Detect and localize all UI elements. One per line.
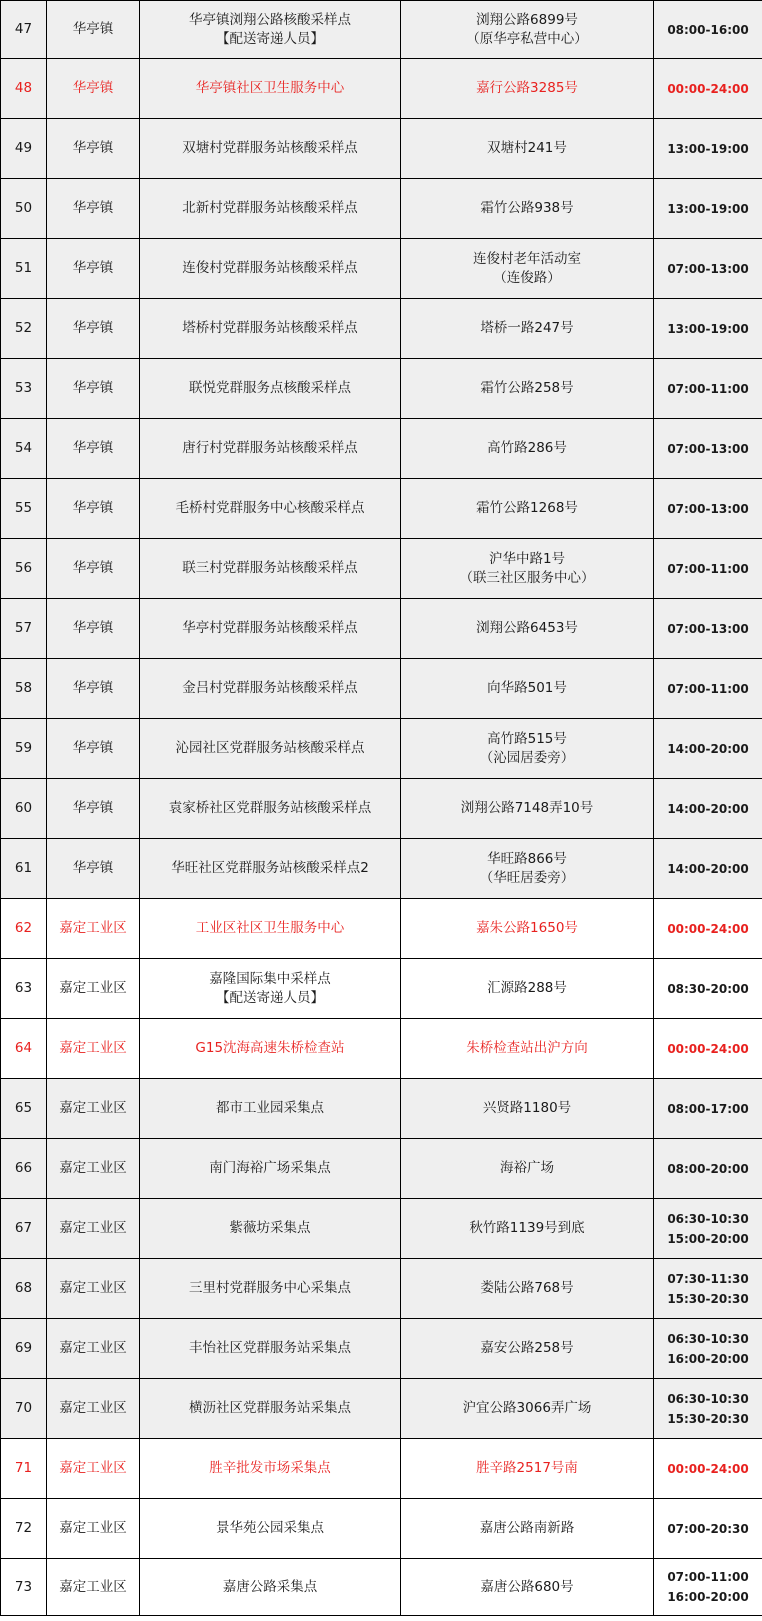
row-number-cell: 59 xyxy=(1,719,47,779)
address-cell xyxy=(401,359,654,419)
cell-line: 工业区社区卫生服务中心 xyxy=(195,920,345,936)
address-cell xyxy=(401,1439,654,1499)
cell-line: 07:00-11:00 xyxy=(667,381,749,396)
town-cell: 嘉定工业区 xyxy=(47,1019,140,1079)
table-row xyxy=(1,359,762,419)
cell-line: 15:00-20:00 xyxy=(667,1231,749,1246)
hours-cell xyxy=(654,959,762,1019)
hours-cell xyxy=(654,419,762,479)
table-row xyxy=(1,299,762,359)
town-cell: 嘉定工业区 xyxy=(47,899,140,959)
hours-cell xyxy=(654,1559,762,1616)
cell-line: 联三村党群服务站核酸采样点 xyxy=(182,560,358,576)
table-row xyxy=(1,1,762,59)
row-number-cell: 58 xyxy=(1,659,47,719)
town-cell: 嘉定工业区 xyxy=(47,959,140,1019)
cell-line: 霜竹公路258号 xyxy=(480,380,574,396)
address-cell xyxy=(401,839,654,899)
row-number-cell: 47 xyxy=(1,1,47,59)
hours-cell xyxy=(654,1439,762,1499)
site-name-cell xyxy=(140,239,401,299)
cell-line: 15:30-20:30 xyxy=(667,1411,749,1426)
row-number-cell: 66 xyxy=(1,1139,47,1199)
cell-line: 袁家桥社区党群服务站核酸采样点 xyxy=(168,800,372,816)
address-cell xyxy=(401,1379,654,1439)
table-row xyxy=(1,539,762,599)
cell-line: 08:00-20:00 xyxy=(667,1161,749,1176)
site-name-cell xyxy=(140,1379,401,1439)
cell-line: 【配送寄递人员】 xyxy=(216,30,324,47)
cell-line: 丰怡社区党群服务站采集点 xyxy=(189,1340,351,1356)
cell-line: 唐行村党群服务站核酸采样点 xyxy=(182,440,358,456)
cell-line: 沪华中路1号 xyxy=(488,550,566,567)
table-row xyxy=(1,1259,762,1319)
cell-line: 14:00-20:00 xyxy=(667,801,749,816)
cell-line: 嘉行公路3285号 xyxy=(476,80,578,96)
cell-line: G15沈海高速朱桥检查站 xyxy=(195,1040,345,1056)
cell-line: 08:30-20:00 xyxy=(667,981,749,996)
row-number-cell: 60 xyxy=(1,779,47,839)
cell-line: 都市工业园采集点 xyxy=(216,1100,324,1116)
town-cell: 嘉定工业区 xyxy=(47,1079,140,1139)
row-number-cell: 67 xyxy=(1,1199,47,1259)
row-number-cell: 61 xyxy=(1,839,47,899)
hours-cell xyxy=(654,1499,762,1559)
town-cell: 嘉定工业区 xyxy=(47,1559,140,1616)
row-number-cell: 56 xyxy=(1,539,47,599)
address-cell xyxy=(401,479,654,539)
cell-line: 华亭村党群服务站核酸采样点 xyxy=(182,620,358,636)
hours-cell xyxy=(654,1379,762,1439)
site-name-cell xyxy=(140,479,401,539)
cell-line: 07:00-13:00 xyxy=(667,501,749,516)
town-cell: 华亭镇 xyxy=(47,719,140,779)
cell-line: 朱桥检查站出沪方向 xyxy=(466,1040,588,1056)
site-name-cell xyxy=(140,1319,401,1379)
town-cell: 嘉定工业区 xyxy=(47,1259,140,1319)
row-number-cell: 52 xyxy=(1,299,47,359)
address-cell xyxy=(401,419,654,479)
table-row xyxy=(1,1319,762,1379)
address-cell xyxy=(401,659,654,719)
cell-line: （联三社区服务中心） xyxy=(459,569,595,586)
town-cell: 嘉定工业区 xyxy=(47,1379,140,1439)
row-number-cell: 63 xyxy=(1,959,47,1019)
table-row xyxy=(1,659,762,719)
address-cell xyxy=(401,119,654,179)
row-number-cell: 51 xyxy=(1,239,47,299)
cell-line: （沁园居委旁） xyxy=(479,749,575,766)
table-row xyxy=(1,1139,762,1199)
hours-cell xyxy=(654,659,762,719)
cell-line: 三里村党群服务中心采集点 xyxy=(189,1280,351,1296)
table-row xyxy=(1,1199,762,1259)
site-name-cell xyxy=(140,719,401,779)
site-name-cell xyxy=(140,1079,401,1139)
row-number-cell: 50 xyxy=(1,179,47,239)
address-cell xyxy=(401,1079,654,1139)
table-row xyxy=(1,1079,762,1139)
cell-line: 00:00-24:00 xyxy=(667,81,749,96)
town-cell: 华亭镇 xyxy=(47,419,140,479)
cell-line: 嘉朱公路1650号 xyxy=(476,920,578,936)
town-cell: 嘉定工业区 xyxy=(47,1319,140,1379)
cell-line: 华旺路866号 xyxy=(487,850,567,867)
table-row xyxy=(1,1499,762,1559)
cell-line: 华亭镇浏翔公路核酸采样点 xyxy=(189,11,351,28)
address-cell xyxy=(401,1139,654,1199)
cell-line: 胜辛批发市场采集点 xyxy=(209,1460,331,1476)
table-row xyxy=(1,1379,762,1439)
town-cell: 华亭镇 xyxy=(47,539,140,599)
table-row xyxy=(1,719,762,779)
town-cell: 华亭镇 xyxy=(47,839,140,899)
cell-line: 塔桥村党群服务站核酸采样点 xyxy=(182,320,358,336)
cell-line: 15:30-20:30 xyxy=(667,1291,749,1306)
site-name-cell xyxy=(140,419,401,479)
table-row xyxy=(1,59,762,119)
cell-line: 浏翔公路6899号 xyxy=(476,11,578,28)
cell-line: 紫薇坊采集点 xyxy=(229,1220,311,1236)
site-name-cell xyxy=(140,1439,401,1499)
address-cell xyxy=(401,899,654,959)
table-row xyxy=(1,839,762,899)
cell-line: 16:00-20:00 xyxy=(667,1351,749,1366)
town-cell: 华亭镇 xyxy=(47,299,140,359)
cell-line: 向华路501号 xyxy=(487,680,567,696)
cell-line: 华旺社区党群服务站核酸采样点2 xyxy=(171,860,369,876)
cell-line: 高竹路515号 xyxy=(487,730,567,747)
cell-line: 嘉唐公路680号 xyxy=(480,1578,574,1595)
town-cell: 华亭镇 xyxy=(47,119,140,179)
hours-cell xyxy=(654,779,762,839)
table-row xyxy=(1,1559,762,1616)
cell-line: （华旺居委旁） xyxy=(479,869,575,886)
hours-cell xyxy=(654,299,762,359)
cell-line: 13:00-19:00 xyxy=(667,321,749,336)
address-cell xyxy=(401,1499,654,1559)
town-cell: 华亭镇 xyxy=(47,239,140,299)
address-cell xyxy=(401,719,654,779)
site-name-cell xyxy=(140,1499,401,1559)
row-number-cell: 55 xyxy=(1,479,47,539)
row-number-cell: 54 xyxy=(1,419,47,479)
hours-cell xyxy=(654,839,762,899)
hours-cell xyxy=(654,1319,762,1379)
cell-line: 北新村党群服务站核酸采样点 xyxy=(182,200,358,216)
town-cell: 华亭镇 xyxy=(47,659,140,719)
cell-line: 连俊村党群服务站核酸采样点 xyxy=(182,260,358,276)
cell-line: 南门海裕广场采集点 xyxy=(209,1160,331,1176)
cell-line: 07:00-11:00 xyxy=(667,1570,749,1584)
cell-line: 景华苑公园采集点 xyxy=(216,1520,324,1536)
cell-line: 连俊村老年活动室 xyxy=(473,250,581,267)
site-name-cell xyxy=(140,779,401,839)
address-cell xyxy=(401,239,654,299)
site-name-cell xyxy=(140,599,401,659)
cell-line: 00:00-24:00 xyxy=(667,1041,749,1056)
address-cell xyxy=(401,539,654,599)
table-row xyxy=(1,959,762,1019)
hours-cell xyxy=(654,119,762,179)
table-row xyxy=(1,599,762,659)
town-cell: 嘉定工业区 xyxy=(47,1499,140,1559)
hours-cell xyxy=(654,1,762,59)
table-row xyxy=(1,1019,762,1079)
cell-line: 霜竹公路938号 xyxy=(480,200,574,216)
cell-line: 06:30-10:30 xyxy=(667,1211,749,1226)
row-number-cell: 64 xyxy=(1,1019,47,1079)
cell-line: 08:00-16:00 xyxy=(667,22,749,37)
cell-line: 嘉唐公路南新路 xyxy=(479,1520,575,1536)
cell-line: 双塘村党群服务站核酸采样点 xyxy=(182,140,358,156)
table-row xyxy=(1,419,762,479)
cell-line: 高竹路286号 xyxy=(487,440,567,456)
address-cell xyxy=(401,59,654,119)
hours-cell xyxy=(654,479,762,539)
hours-cell xyxy=(654,599,762,659)
table-row xyxy=(1,239,762,299)
row-number-cell: 68 xyxy=(1,1259,47,1319)
town-cell: 华亭镇 xyxy=(47,59,140,119)
address-cell xyxy=(401,779,654,839)
hours-cell xyxy=(654,1139,762,1199)
table-row xyxy=(1,119,762,179)
cell-line: 汇源路288号 xyxy=(487,980,567,996)
town-cell: 嘉定工业区 xyxy=(47,1139,140,1199)
address-cell xyxy=(401,599,654,659)
row-number-cell: 53 xyxy=(1,359,47,419)
site-name-cell xyxy=(140,899,401,959)
cell-line: 【配送寄递人员】 xyxy=(216,989,324,1006)
row-number-cell: 57 xyxy=(1,599,47,659)
cell-line: 07:00-11:00 xyxy=(667,561,749,576)
hours-cell xyxy=(654,719,762,779)
hours-cell xyxy=(654,359,762,419)
hours-cell xyxy=(654,59,762,119)
row-number-cell: 71 xyxy=(1,1439,47,1499)
cell-line: 胜辛路2517号南 xyxy=(476,1460,578,1476)
cell-line: 沁园社区党群服务站核酸采样点 xyxy=(175,740,365,756)
town-cell: 嘉定工业区 xyxy=(47,1439,140,1499)
site-name-cell xyxy=(140,59,401,119)
town-cell: 华亭镇 xyxy=(47,359,140,419)
cell-line: 霜竹公路1268号 xyxy=(476,500,578,516)
cell-line: 塔桥一路247号 xyxy=(480,320,574,336)
cell-line: 14:00-20:00 xyxy=(667,741,749,756)
row-number-cell: 62 xyxy=(1,899,47,959)
cell-line: 07:00-13:00 xyxy=(667,441,749,456)
hours-cell xyxy=(654,1259,762,1319)
hours-cell xyxy=(654,179,762,239)
cell-line: 双塘村241号 xyxy=(487,140,567,156)
hours-cell xyxy=(654,1019,762,1079)
cell-line: 13:00-19:00 xyxy=(667,201,749,216)
site-name-cell xyxy=(140,1019,401,1079)
site-name-cell xyxy=(140,299,401,359)
cell-line: 金吕村党群服务站核酸采样点 xyxy=(182,680,358,696)
town-cell: 华亭镇 xyxy=(47,1,140,59)
site-name-cell xyxy=(140,1199,401,1259)
cell-line: 06:30-10:30 xyxy=(667,1391,749,1406)
table-row xyxy=(1,479,762,539)
cell-line: 08:00-17:00 xyxy=(667,1101,749,1116)
cell-line: 07:30-11:30 xyxy=(667,1271,749,1286)
address-cell xyxy=(401,1,654,59)
cell-line: 07:00-13:00 xyxy=(667,261,749,276)
table-body xyxy=(1,1,762,1616)
cell-line: 06:30-10:30 xyxy=(667,1331,749,1346)
cell-line: 07:00-13:00 xyxy=(667,621,749,636)
cell-line: 浏翔公路7148弄10号 xyxy=(460,800,594,816)
cell-line: （原华亭私营中心） xyxy=(466,30,588,47)
site-name-cell xyxy=(140,1259,401,1319)
address-cell xyxy=(401,1319,654,1379)
site-name-cell xyxy=(140,539,401,599)
cell-line: 07:00-20:30 xyxy=(667,1521,749,1536)
site-name-cell xyxy=(140,119,401,179)
row-number-cell: 65 xyxy=(1,1079,47,1139)
town-cell: 华亭镇 xyxy=(47,599,140,659)
address-cell xyxy=(401,1019,654,1079)
row-number-cell: 49 xyxy=(1,119,47,179)
address-cell xyxy=(401,1259,654,1319)
cell-line: 联悦党群服务点核酸采样点 xyxy=(189,380,351,396)
cell-line: （连俊路） xyxy=(493,269,561,286)
cell-line: 横沥社区党群服务站采集点 xyxy=(189,1400,351,1416)
address-cell xyxy=(401,179,654,239)
row-number-cell: 70 xyxy=(1,1379,47,1439)
cell-line: 嘉隆国际集中采样点 xyxy=(209,970,331,987)
address-cell xyxy=(401,299,654,359)
site-name-cell xyxy=(140,1,401,59)
cell-line: 娄陆公路768号 xyxy=(480,1280,574,1296)
cell-line: 00:00-24:00 xyxy=(667,921,749,936)
cell-line: 07:00-11:00 xyxy=(667,681,749,696)
cell-line: 嘉唐公路采集点 xyxy=(222,1578,318,1595)
row-number-cell: 72 xyxy=(1,1499,47,1559)
town-cell: 华亭镇 xyxy=(47,479,140,539)
cell-line: 海裕广场 xyxy=(500,1160,554,1176)
hours-cell xyxy=(654,239,762,299)
address-cell xyxy=(401,1559,654,1616)
cell-line: 兴贤路1180号 xyxy=(482,1100,572,1116)
site-name-cell xyxy=(140,839,401,899)
cell-line: 沪宜公路3066弄广场 xyxy=(462,1400,592,1416)
cell-line: 浏翔公路6453号 xyxy=(476,620,578,636)
hours-cell xyxy=(654,1079,762,1139)
cell-line: 00:00-24:00 xyxy=(667,1461,749,1476)
site-name-cell xyxy=(140,959,401,1019)
cell-line: 嘉安公路258号 xyxy=(480,1340,574,1356)
cell-line: 14:00-20:00 xyxy=(667,861,749,876)
town-cell: 嘉定工业区 xyxy=(47,1199,140,1259)
site-name-cell xyxy=(140,659,401,719)
address-cell xyxy=(401,959,654,1019)
row-number-cell: 48 xyxy=(1,59,47,119)
hours-cell xyxy=(654,1199,762,1259)
cell-line: 毛桥村党群服务中心核酸采样点 xyxy=(175,500,365,516)
row-number-cell: 69 xyxy=(1,1319,47,1379)
address-cell xyxy=(401,1199,654,1259)
table-row xyxy=(1,1439,762,1499)
site-name-cell xyxy=(140,1559,401,1616)
cell-line: 16:00-20:00 xyxy=(667,1590,749,1604)
table-row xyxy=(1,179,762,239)
cell-line: 华亭镇社区卫生服务中心 xyxy=(195,80,345,96)
site-name-cell xyxy=(140,359,401,419)
row-number-cell: 73 xyxy=(1,1559,47,1616)
table-row xyxy=(1,779,762,839)
table-row xyxy=(1,899,762,959)
town-cell: 华亭镇 xyxy=(47,779,140,839)
cell-line: 13:00-19:00 xyxy=(667,141,749,156)
hours-cell xyxy=(654,539,762,599)
site-name-cell xyxy=(140,1139,401,1199)
hours-cell xyxy=(654,899,762,959)
town-cell: 华亭镇 xyxy=(47,179,140,239)
site-name-cell xyxy=(140,179,401,239)
cell-line: 秋竹路1139号到底 xyxy=(469,1220,585,1236)
